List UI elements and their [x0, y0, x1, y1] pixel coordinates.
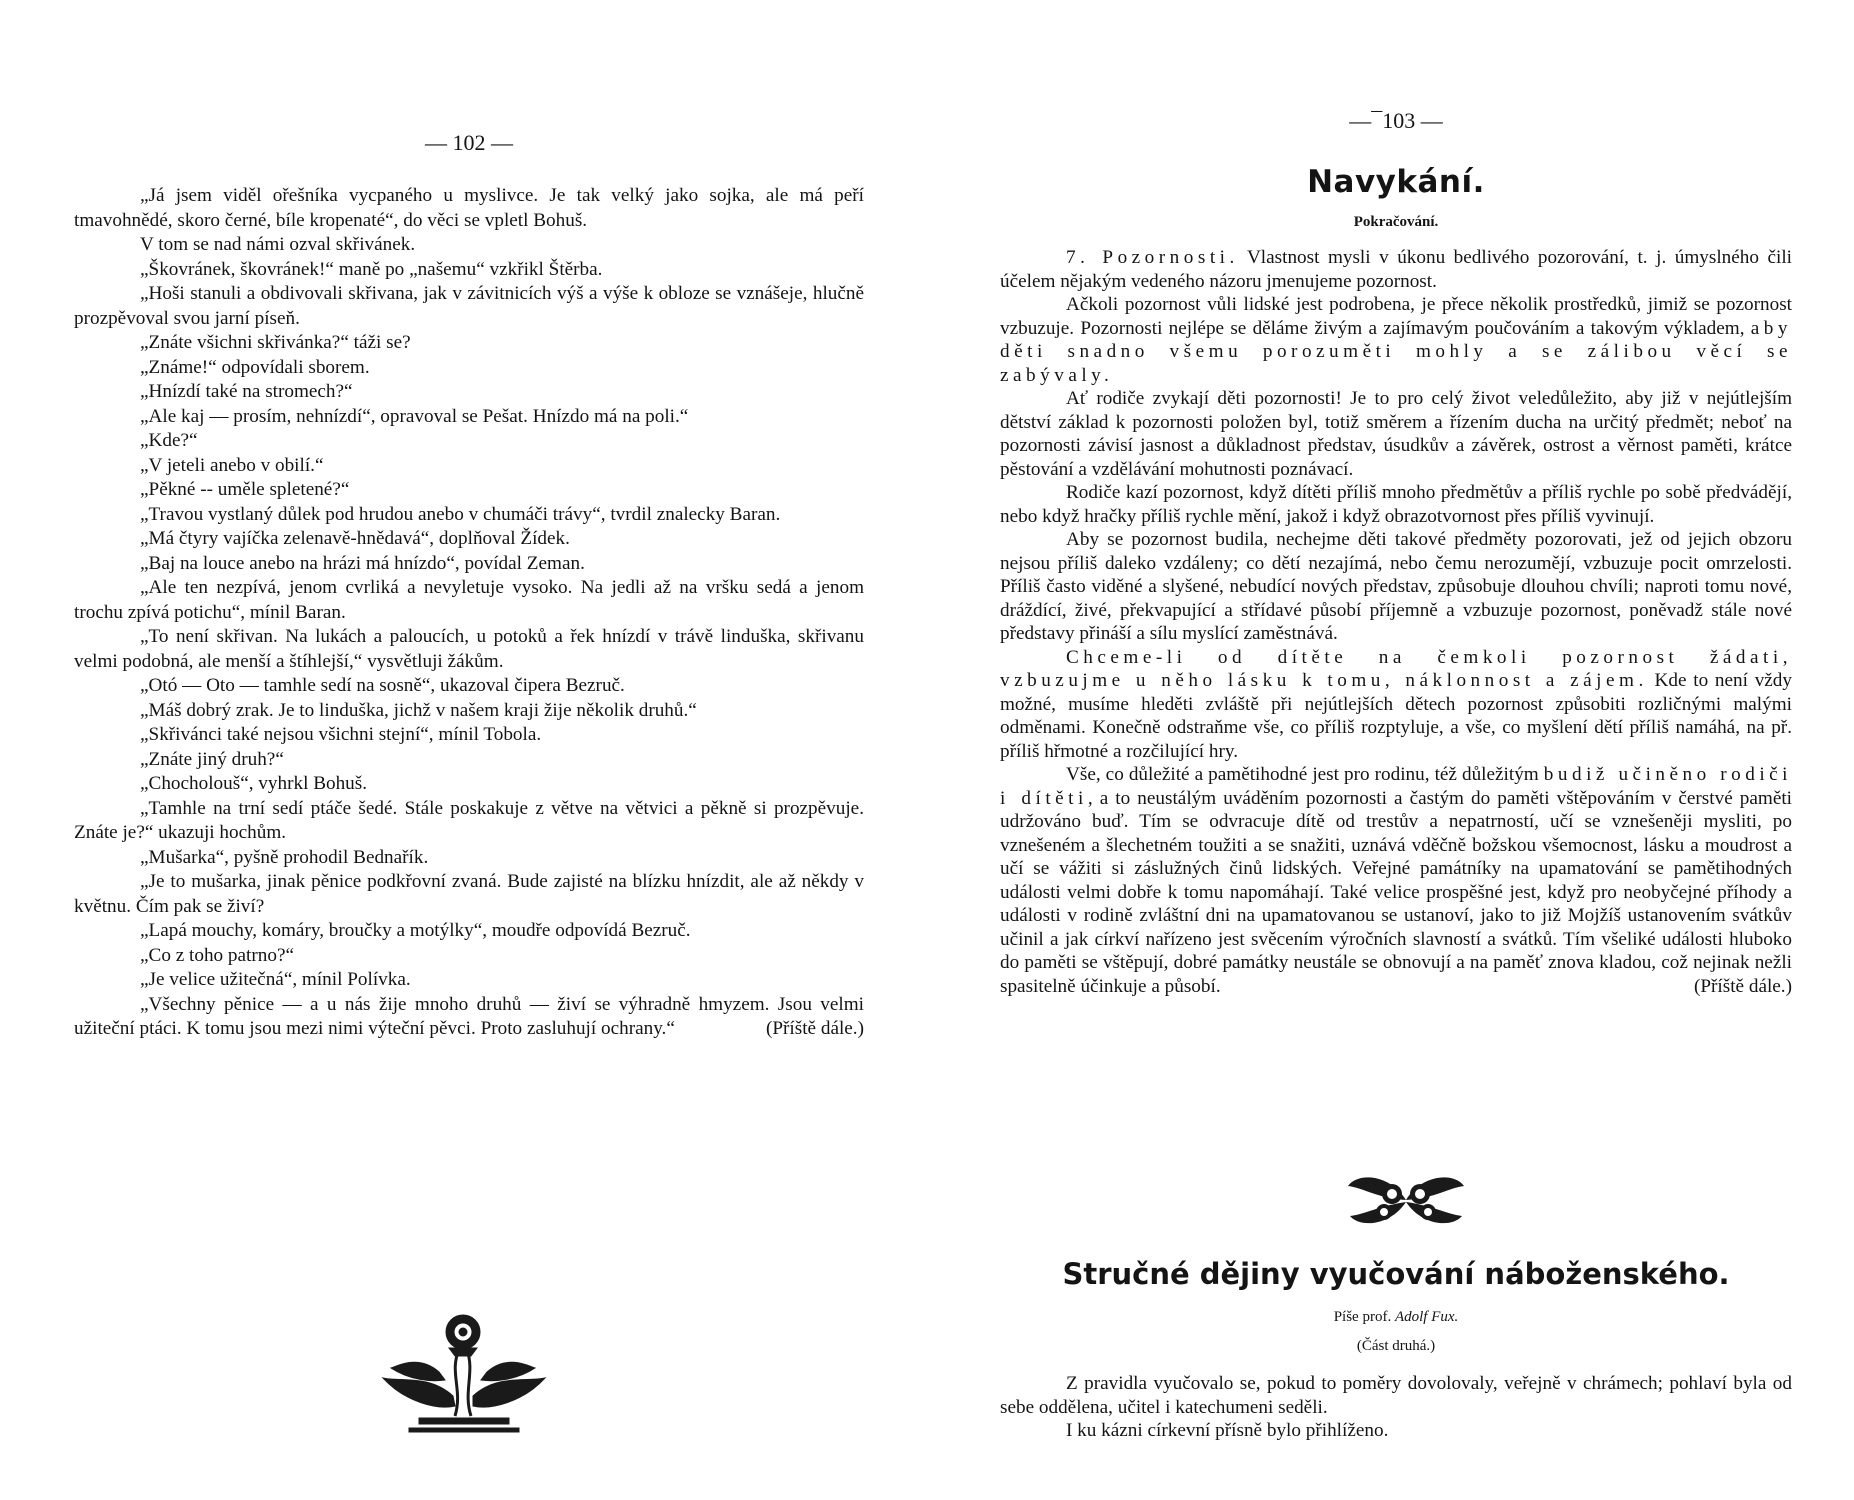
- article-author: [1000, 1309, 1792, 1326]
- paragraph: [1000, 646, 1792, 764]
- paragraph: „Znáte jiný druh?“: [140, 748, 284, 770]
- paragraph-text: Kde to není vždy možné, musíme hleděti zvláště při nejútlejších dětech pozornost způsobiti rozličnými malými odměnami. Konečně odstraňme vše, co příliš rozptyluje, a vše, co myšlení dětí příliš namáhá, na př. příliš hřmotné a rozčilující hry.: [1000, 670, 1792, 762]
- paragraph: V tom se nad námi ozval skřivánek.: [140, 234, 416, 255]
- spaced-emphasis: budiž učiněno rodiči i dítěti: [1000, 764, 1792, 809]
- article-part: (Část druhá.): [1356, 1338, 1436, 1354]
- paragraph: „Co z toho patrno?“: [140, 944, 294, 966]
- paragraph: „Škovránek, škovránek!“ maně po „našemu“ vzkřikl Štěrba.: [140, 258, 603, 280]
- paragraph-text: Vlastnost mysli v úkonu bedlivého pozorování, t. j. úmyslného čili účelem nějakým vedeného názoru jmenujeme pozornost.: [1000, 247, 1792, 292]
- paragraph: Aby se pozornost budila, nechejme děti takové předměty pozorovati, jež od jejich obzoru nejsou příliš daleko vzdáleny; co dětí nezajímá, nebo čemu nerozumějí, vzbuzuje pocit omrzelosti. Příliš často viděné a slyšené, nebudící nových představ, způsobuje dlouhou chvíli; naproti tomu nové, dráždící, živé, překvapující a střídavé působí příjemně a vzbuzuje pozornost, poněvadž stále nové představy přináší a sílu myslící zaměstnává.: [1000, 529, 1792, 644]
- paragraph-text: „Všechny pěnice — a u nás žije mnoho druhů — živí se výhradně hmyzem. Jsou velmi užiteční ptáci. K tomu jsou mezi nimi výteční pěvci. Proto zasluhují ochrany.“: [74, 993, 864, 1039]
- paragraph: [1000, 293, 1792, 387]
- paragraph: „Já jsem viděl ořešníka vycpaného u myslivce. Je tak velký jako sojka, ale má peří tmavohnědé, skoro černé, bíle kropenaté“, do věci se vpletl Bohuš.: [74, 185, 864, 231]
- right-page: [1000, 0, 1792, 1500]
- leaf-ornament: [1346, 1168, 1466, 1232]
- continued-note: (Příště dále.): [1693, 975, 1792, 997]
- paragraph: „To není skřivan. Na lukách a paloucích, u potoků a řek hnízdí v trávě linduška, skřivanu velmi podobná, ale menší a štíhlejší,“ vysvětluji žákům.: [74, 626, 864, 672]
- paragraph: „Tamhle na trní sedí ptáče šedé. Stále poskakuje z větve na větvici a pěkně si prozpěvuje. Znáte je?“ ukazuji hochům.: [74, 797, 864, 843]
- article-title-2: Stručné dějiny vyučování náboženského.: [1062, 1257, 1730, 1291]
- article-subtitle: Pokračování.: [1353, 214, 1439, 230]
- paragraph-last: [74, 993, 864, 1042]
- paragraph: „Známe!“ odpovídali sborem.: [140, 356, 370, 378]
- paragraph: „Kde?“: [140, 430, 198, 451]
- paragraph: „Lapá mouchy, komáry, broučky a motýlky“, moudře odpovídá Bezruč.: [140, 920, 691, 941]
- paragraph: „Ale ten nezpívá, jenom cvrliká a nevyletuje vysoko. Na jedli až na vršku sedá a jenom trochu zpívá potichu“, mínil Baran.: [74, 577, 864, 623]
- paragraph: „Otó — Oto — tamhle sedí na sosně“, ukazoval čipera Bezruč.: [140, 675, 625, 696]
- spaced-emphasis: aby děti snadno všemu porozuměti mohly a se zálibou věcí se zabývaly.: [1000, 317, 1792, 386]
- author-name: Adolf Fux.: [1394, 1309, 1459, 1325]
- paragraph: [1000, 763, 1792, 998]
- paragraph-text: , a to neustálým uváděním pozornosti a častým do paměti vštěpováním v čerstvé paměti udržováno buď. Tím se odvracuje dítě od trestův a nepatrností, učí se vznešeněji mysliti, po vznešeném a šlechetném toužiti a se snažiti, uznává vděčně božskou všemocnost, lásku a moudrost a učí se vážiti si záslužných činů lidských. Veřejné památníky na upamatování se pamětihodných události velmi dobře k tomu napomáhají. Také velice prospěšné jest, když pro neobyčejné příhody a události v rodině zvláštní dni na upamatovanou se ustanoví, jako to již Mojžíš ustanovením svátkův učinil a jak církví nařízeno jest svěcením výročních slavností a svátků. Tím všeliké události hluboko do paměti se vštěpují, dobré památky neustále se obnovují a na paměť znova kladou, což nejinak nežli spasitelně účinkuje a působí.: [1000, 787, 1793, 997]
- paragraph: „Hnízdí také na stromech?“: [140, 381, 353, 402]
- article-text-2: [1000, 1372, 1792, 1443]
- flower-ornament: [379, 1310, 549, 1438]
- page-number-left: — 102 —: [425, 130, 513, 155]
- paragraph: „Máš dobrý zrak. Je to linduška, jichž v našem kraji žije několik druhů.“: [140, 699, 697, 721]
- paragraph: „Má čtyry vajíčka zelenavě-hnědavá“, doplňoval Žídek.: [140, 528, 570, 549]
- paragraph: „Pěkné -- uměle spletené?“: [140, 479, 350, 500]
- paragraph: „V jeteli anebo v obilí.“: [140, 454, 324, 476]
- paragraph: „Travou vystlaný důlek pod hrudou anebo v chumáči trávy“, tvrdil znalecky Baran.: [140, 503, 781, 525]
- paragraph-text: Ačkoli pozornost vůli lidské jest podrobena, je přece několik prostředků, jimiž se pozornost vzbuzuje. Pozornosti nejlépe se děláme živým a zajímavým poučováním a takovým výkladem,: [1000, 294, 1792, 339]
- author-prefix: Píše prof.: [1333, 1309, 1395, 1325]
- paragraph: Rodiče kazí pozornost, když dítěti příliš mnoho předmětův a příliš rychle po sobě předvádějí, nebo když hračky příliš rychle mění, jakož i když obrazotvornost přes příliš vyvinují.: [1000, 482, 1792, 527]
- paragraph: „Ale kaj — prosím, nehnízdí“, opravoval se Pešat. Hnízdo má na poli.“: [140, 405, 689, 427]
- page-number-right: —¯103 —: [1349, 108, 1443, 133]
- article-title: Navykání.: [1307, 164, 1485, 200]
- paragraph: „Je to mušarka, jinak pěnice podkřovní zvaná. Bude zajisté na blízku hnízdit, ale až někdy v květnu. Čím pak se živí?: [74, 871, 864, 917]
- left-page-text: [74, 184, 864, 1042]
- continued-note: (Příště dále.): [765, 1018, 864, 1039]
- paragraph: I ku kázni církevní přísně bylo přihlíženo.: [1066, 1420, 1389, 1441]
- spaced-heading: 7. Pozornosti.: [1066, 247, 1239, 268]
- left-page: [74, 0, 864, 1500]
- paragraph: „Je velice užitečná“, mínil Polívka.: [140, 969, 411, 990]
- paragraph: „Chocholouš“, vyhrkl Bohuš.: [140, 773, 368, 794]
- paragraph: „Skřivánci také nejsou všichni stejní“, mínil Tobola.: [140, 724, 542, 745]
- article-text: [1000, 246, 1792, 998]
- paragraph: Z pravidla vyučovalo se, pokud to poměry dovolovaly, veřejně v chrámech; pohlaví byla od sebe oddělena, učitel i katechumeni seděli.: [1000, 1373, 1792, 1418]
- paragraph: „Baj na louce anebo na hrázi má hnízdo“, povídal Zeman.: [140, 552, 585, 574]
- paragraph: „Hoši stanuli a obdivovali skřivana, jak v závitnicích výš a výše k obloze se vznášeje, hlučně prozpěvoval svou jarní píseň.: [74, 283, 864, 329]
- paragraph: „Mušarka“, pyšně prohodil Bednařík.: [140, 846, 429, 868]
- paragraph: Ať rodiče zvykají děti pozornosti! Je to pro celý život veledůležito, aby již v nejútlejším dětství základ k pozornosti položen byl, totiž směrem a řízením ducha na určitý předmět; neboť na pozornosti závisí jasnost a důkladnost představ, úsudkův a závěrek, ostrost a věrnost paměti, krátce pěstování a vzdělávání mohutnosti poznávací.: [1000, 388, 1792, 480]
- paragraph-text: Vše, co důležité a pamětihodné jest pro rodinu, též důležitým: [1066, 764, 1544, 785]
- spaced-emphasis: Chceme-li od dítěte na čemkoli pozornost žádati, vzbuzujme u něho lásku k tomu, náklonnost a zájem.: [1000, 646, 1792, 691]
- paragraph: „Znáte všichni skřivánka?“ táži se?: [140, 332, 411, 353]
- paragraph: [1000, 246, 1792, 293]
